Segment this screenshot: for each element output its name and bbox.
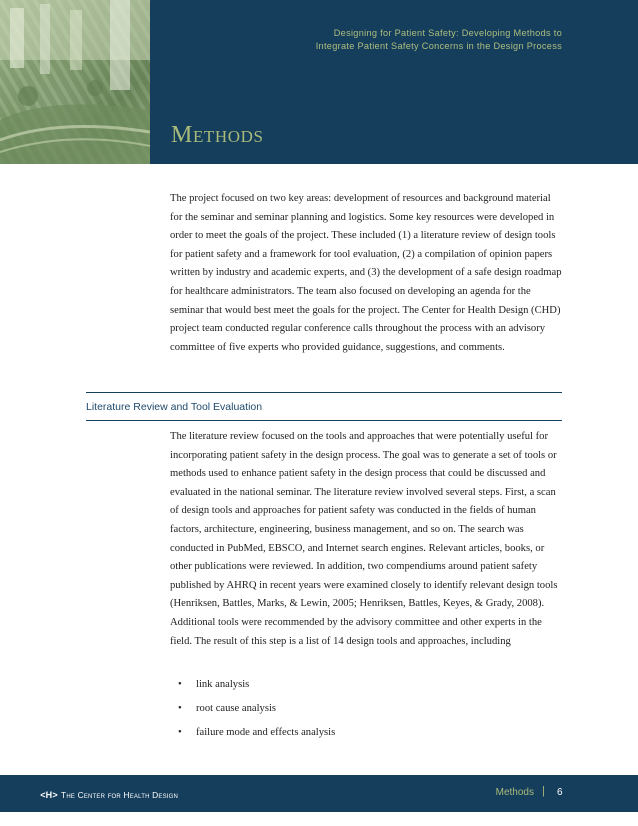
literature-review-paragraph: The literature review focused on the tools and approaches that were potentially useful for incorporating patient safety in the design process. The goal was to generate a set of tools or methods used to enhance patient safety in the design process that could be discussed and evaluated in the national seminar. The literature review involved several steps. First, a scan of design tools and approaches for patient safety was conducted in the fields of human factors, architecture, engineering, business management, and so on. The search was conducted in PubMed, EBSCO, and Internet search engines. Relevant articles, books, or other publications were reviewed. In addition, two compendiums around patient safety published by AHRQ in recent years were examined closely to identify relevant design tools (Henriksen, Battles, Marks, & Lewin, 2005; Henriksen, Battles, Keyes, & Grady, 2008). Additional tools were recommended by the advisory committee and other experts in the field. The result of this step is a list of 14 design tools and approaches, including <box>170 431 558 647</box>
page-title: Methods <box>171 122 264 148</box>
list-item <box>170 700 562 724</box>
bullet-icon: • <box>178 679 182 690</box>
list-item <box>170 724 562 748</box>
footer-section-label: Methods <box>495 787 534 798</box>
design-tools-list <box>170 676 562 748</box>
page-number: 6 <box>557 787 563 798</box>
footer-separator: | <box>542 785 545 797</box>
list-item-text: failure mode and effects analysis <box>196 727 336 738</box>
bullet-icon: • <box>178 703 182 714</box>
page-footer <box>0 775 638 812</box>
chd-logo <box>40 789 178 801</box>
atrium-photo-illustration <box>0 0 150 164</box>
page-header <box>0 0 638 164</box>
section-heading: Literature Review and Tool Evaluation <box>86 401 263 413</box>
chd-logo-icon: <H> <box>40 790 58 800</box>
document-subtitle <box>242 27 562 53</box>
logo-text: The Center for Health Design <box>61 790 179 800</box>
subtitle-line-1: Designing for Patient Safety: Developing Methods to <box>333 28 562 38</box>
header-photo <box>0 0 150 164</box>
intro-paragraph: The project focused on two key areas: development of resources and background material for the seminar and seminar planning and logistics. Some key resources were developed in order to meet the goals of the project. These included (1) a literature review of design tools for patient safety and a framework for tool evaluation, (2) a compilation of opinion papers written by industry and academic experts, and (3) the development of a safe design roadmap for healthcare administrators. The team also focused on developing an agenda for the seminar that would best meet the goals for the project. The Center for Health Design (CHD) project team conducted regular conference calls throughout the process with an advisory committee of five experts who provided guidance, suggestions, and comments. <box>170 193 562 353</box>
subtitle-line-2: Integrate Patient Safety Concerns in the Design Process <box>315 41 562 51</box>
section-bottom-rule <box>86 420 562 421</box>
list-item <box>170 676 562 700</box>
bullet-icon: • <box>178 727 182 738</box>
list-item-text: root cause analysis <box>196 703 277 714</box>
list-item-text: link analysis <box>196 679 250 690</box>
section-top-rule <box>86 392 562 393</box>
